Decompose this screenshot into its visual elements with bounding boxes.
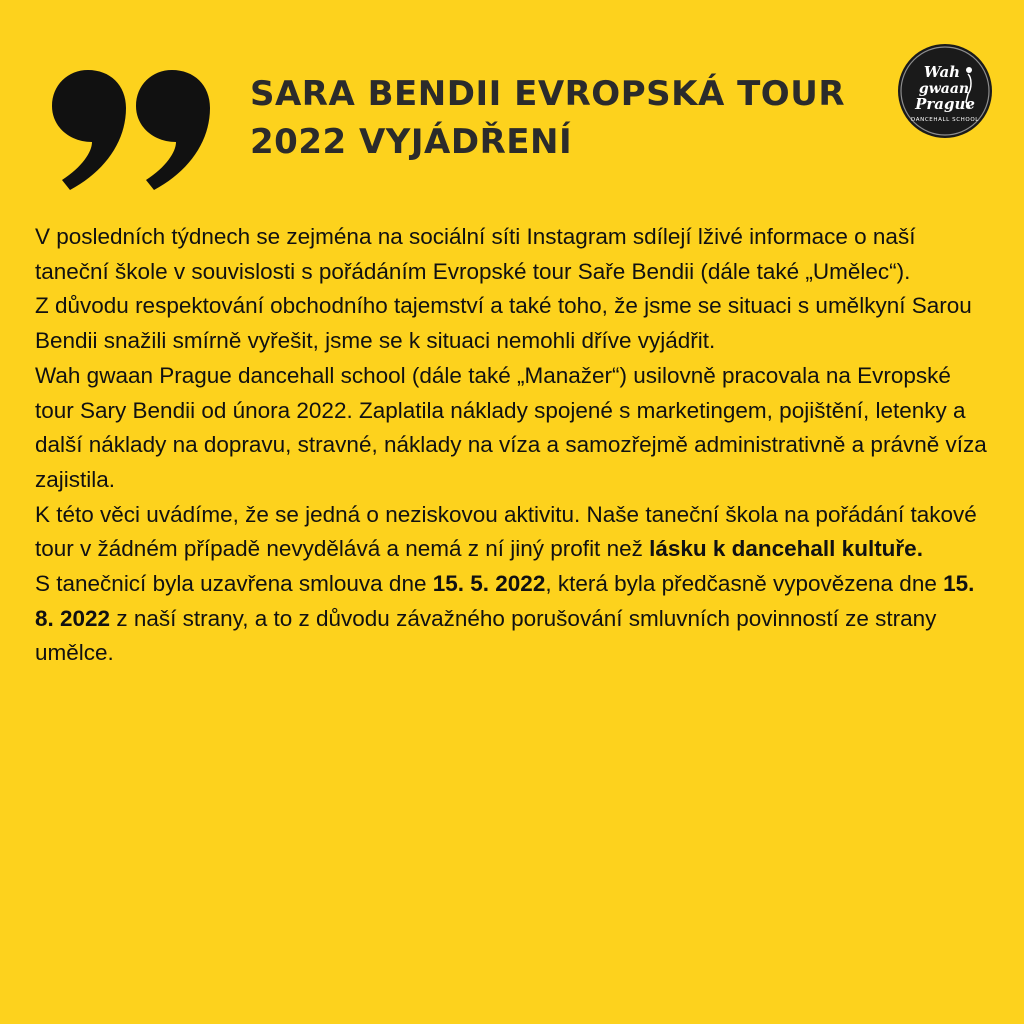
paragraph-5-text-c: z naší strany, a to z důvodu závažného porušování smluvních povinností ze strany umělce. <box>35 605 937 666</box>
contract-date: 15. 5. 2022 <box>432 571 546 597</box>
termination-date: 15. 8. 2022 <box>35 571 975 631</box>
paragraph-4-text: K této věci uvádíme, že se jedná o neziskovou aktivitu. Naše taneční škola na pořádání takové tour v žádném případě nevydělává a nemá z ní jiný profit než <box>35 501 977 562</box>
logo-subtitle: DANCEHALL SCHOOL <box>911 117 979 123</box>
title-line-1: SARA BENDII EVROPSKÁ TOUR <box>250 74 845 114</box>
title-line-2: 2022 VYJÁDŘENÍ <box>250 122 573 162</box>
paragraph-4-bold: lásku k dancehall kultuře. <box>649 536 923 562</box>
paragraph-5-text-a: S tanečnicí byla uzavřena smlouva dne <box>35 571 433 597</box>
paragraph-2: Z důvodu respektování obchodního tajemství a také toho, že jsme se situaci s umělkyní Sarou Bendii snažili smírně vyřešit, jsme se k situaci nemohli dříve vyjádřit. <box>35 293 972 354</box>
paragraph-5 <box>35 567 995 671</box>
paragraph-5-text-b: , která byla předčasně vypovězena dne <box>545 571 944 597</box>
paragraph-1: V posledních týdnech se zejména na sociální síti Instagram sdílejí lživé informace o naší taneční škole v souvislosti s pořádáním Evropské tour Saře Bendii (dále také „Umělec“). <box>35 224 916 284</box>
logo-text-wah: Wah <box>923 63 961 81</box>
statement-body <box>35 220 995 671</box>
closing-quote-icon <box>52 70 212 192</box>
page-title <box>250 70 870 166</box>
paragraph-4 <box>35 498 995 567</box>
paragraph-3: Wah gwaan Prague dancehall school (dále také „Manažer“) usilovně pracovala na Evropské tour Sary Bendii od února 2022. Zaplatila náklady spojené s marketingem, pojištění, letenky a další náklady na dopravu, stravné, náklady na víza a samozřejmě administrativně a právně víza zajistila. <box>35 362 987 492</box>
logo-text-prague: Prague <box>915 95 975 113</box>
logo-text-gwaan: gwaan <box>918 81 970 97</box>
wah-gwaan-prague-logo <box>898 44 992 138</box>
